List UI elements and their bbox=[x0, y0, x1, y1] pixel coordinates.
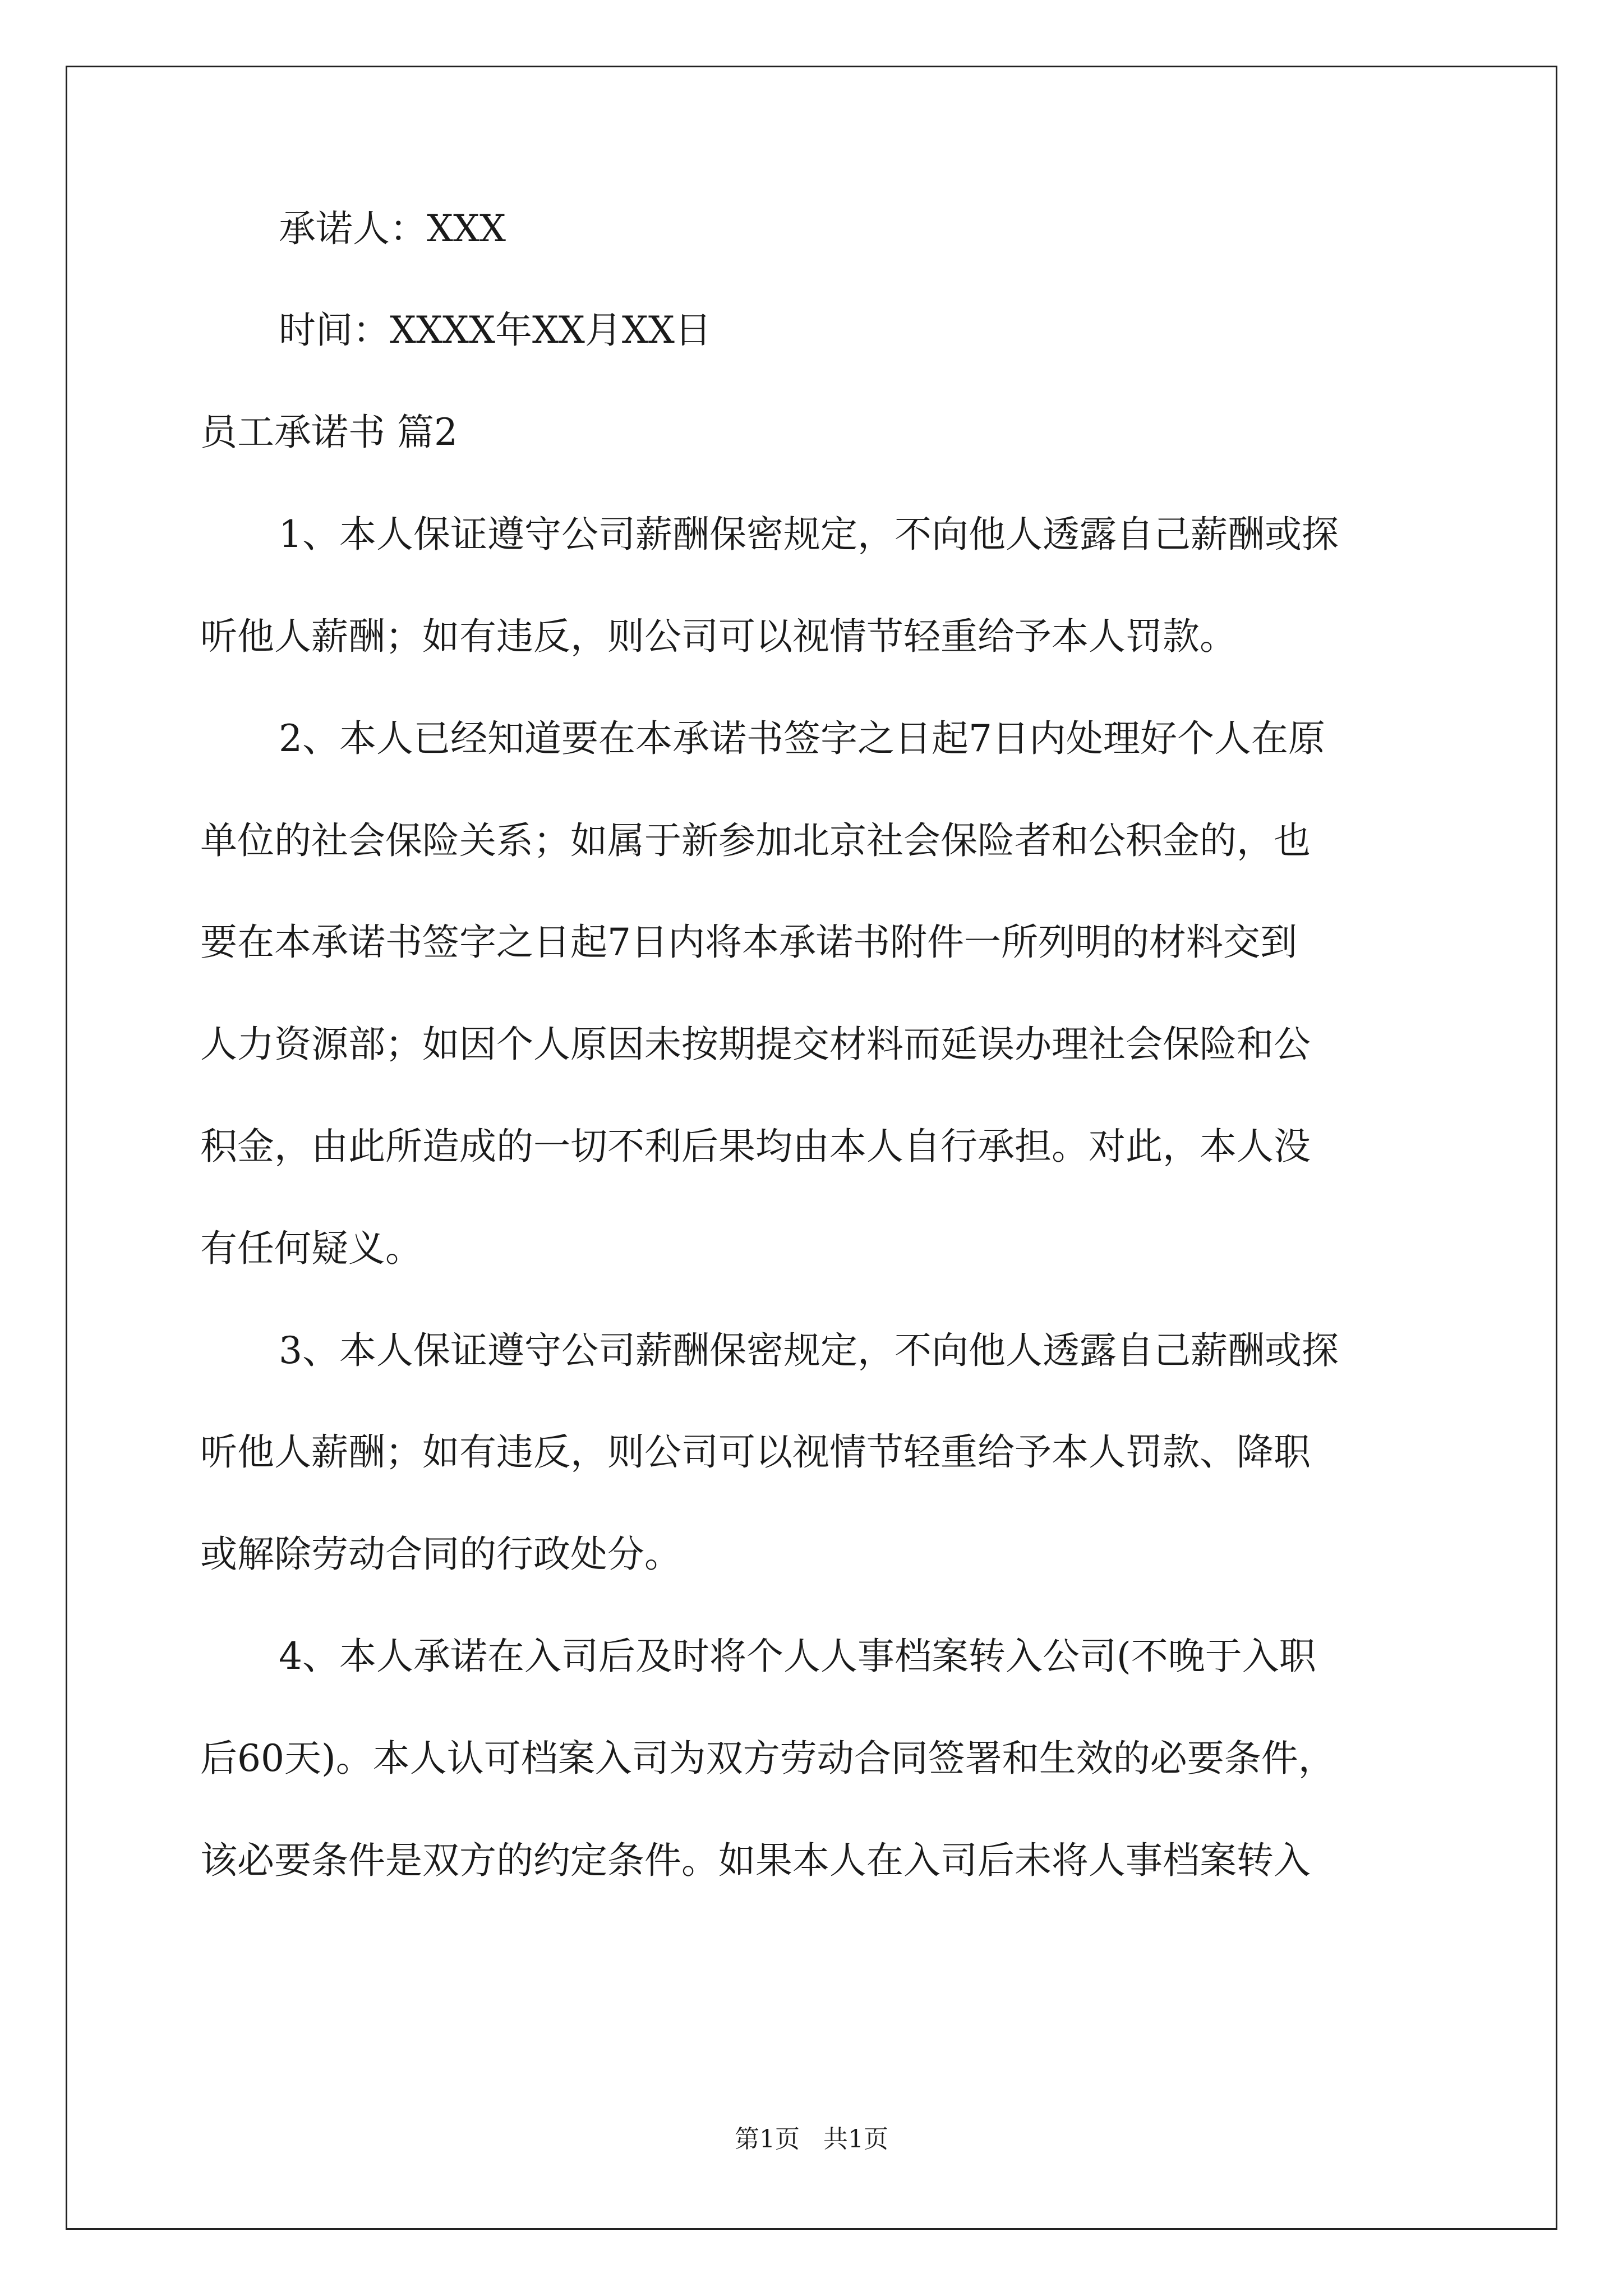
paragraph-3-line-1: 3、本人保证遵守公司薪酬保密规定，不向他人透露自己薪酬或探 bbox=[279, 1329, 1339, 1372]
paragraph-2-line-5: 积金，由此所造成的一切不利后果均由本人自行承担。对此，本人没 bbox=[200, 1125, 1311, 1168]
pledgor-line: 承诺人：XXX bbox=[279, 207, 506, 250]
paragraph-2-line-4: 人力资源部；如因个人原因未按期提交材料而延误办理社会保险和公 bbox=[200, 1023, 1311, 1066]
paragraph-1-line-1: 1、本人保证遵守公司薪酬保密规定，不向他人透露自己薪酬或探 bbox=[279, 513, 1339, 556]
paragraph-2-line-3: 要在本承诺书签字之日起7日内将本承诺书附件一所列明的材料交到 bbox=[200, 921, 1297, 964]
paragraph-4-line-1: 4、本人承诺在入司后及时将个人人事档案转入公司(不晚于入职 bbox=[279, 1635, 1316, 1678]
paragraph-2-line-1: 2、本人已经知道要在本承诺书签字之日起7日内处理好个人在原 bbox=[279, 717, 1325, 760]
section-heading: 员工承诺书 篇2 bbox=[200, 411, 458, 454]
paragraph-2-line-6: 有任何疑义。 bbox=[200, 1227, 422, 1270]
paragraph-4-line-3: 该必要条件是双方的约定条件。如果本人在入司后未将人事档案转入 bbox=[200, 1839, 1311, 1882]
paragraph-1-line-2: 听他人薪酬；如有违反，则公司可以视情节轻重给予本人罚款。 bbox=[200, 615, 1237, 658]
paragraph-3-line-2: 听他人薪酬；如有违反，则公司可以视情节轻重给予本人罚款、降职 bbox=[200, 1430, 1311, 1474]
paragraph-4-line-2: 后60天)。本人认可档案入司为双方劳动合同签署和生效的必要条件， bbox=[200, 1737, 1335, 1780]
paragraph-2-line-2: 单位的社会保险关系；如属于新参加北京社会保险者和公积金的，也 bbox=[200, 819, 1311, 862]
paragraph-3-line-3: 或解除劳动合同的行政处分。 bbox=[200, 1533, 681, 1576]
page-number-footer: 第1页 共1页 bbox=[735, 2125, 888, 2154]
date-line: 时间：XXXX年XX月XX日 bbox=[279, 309, 712, 352]
